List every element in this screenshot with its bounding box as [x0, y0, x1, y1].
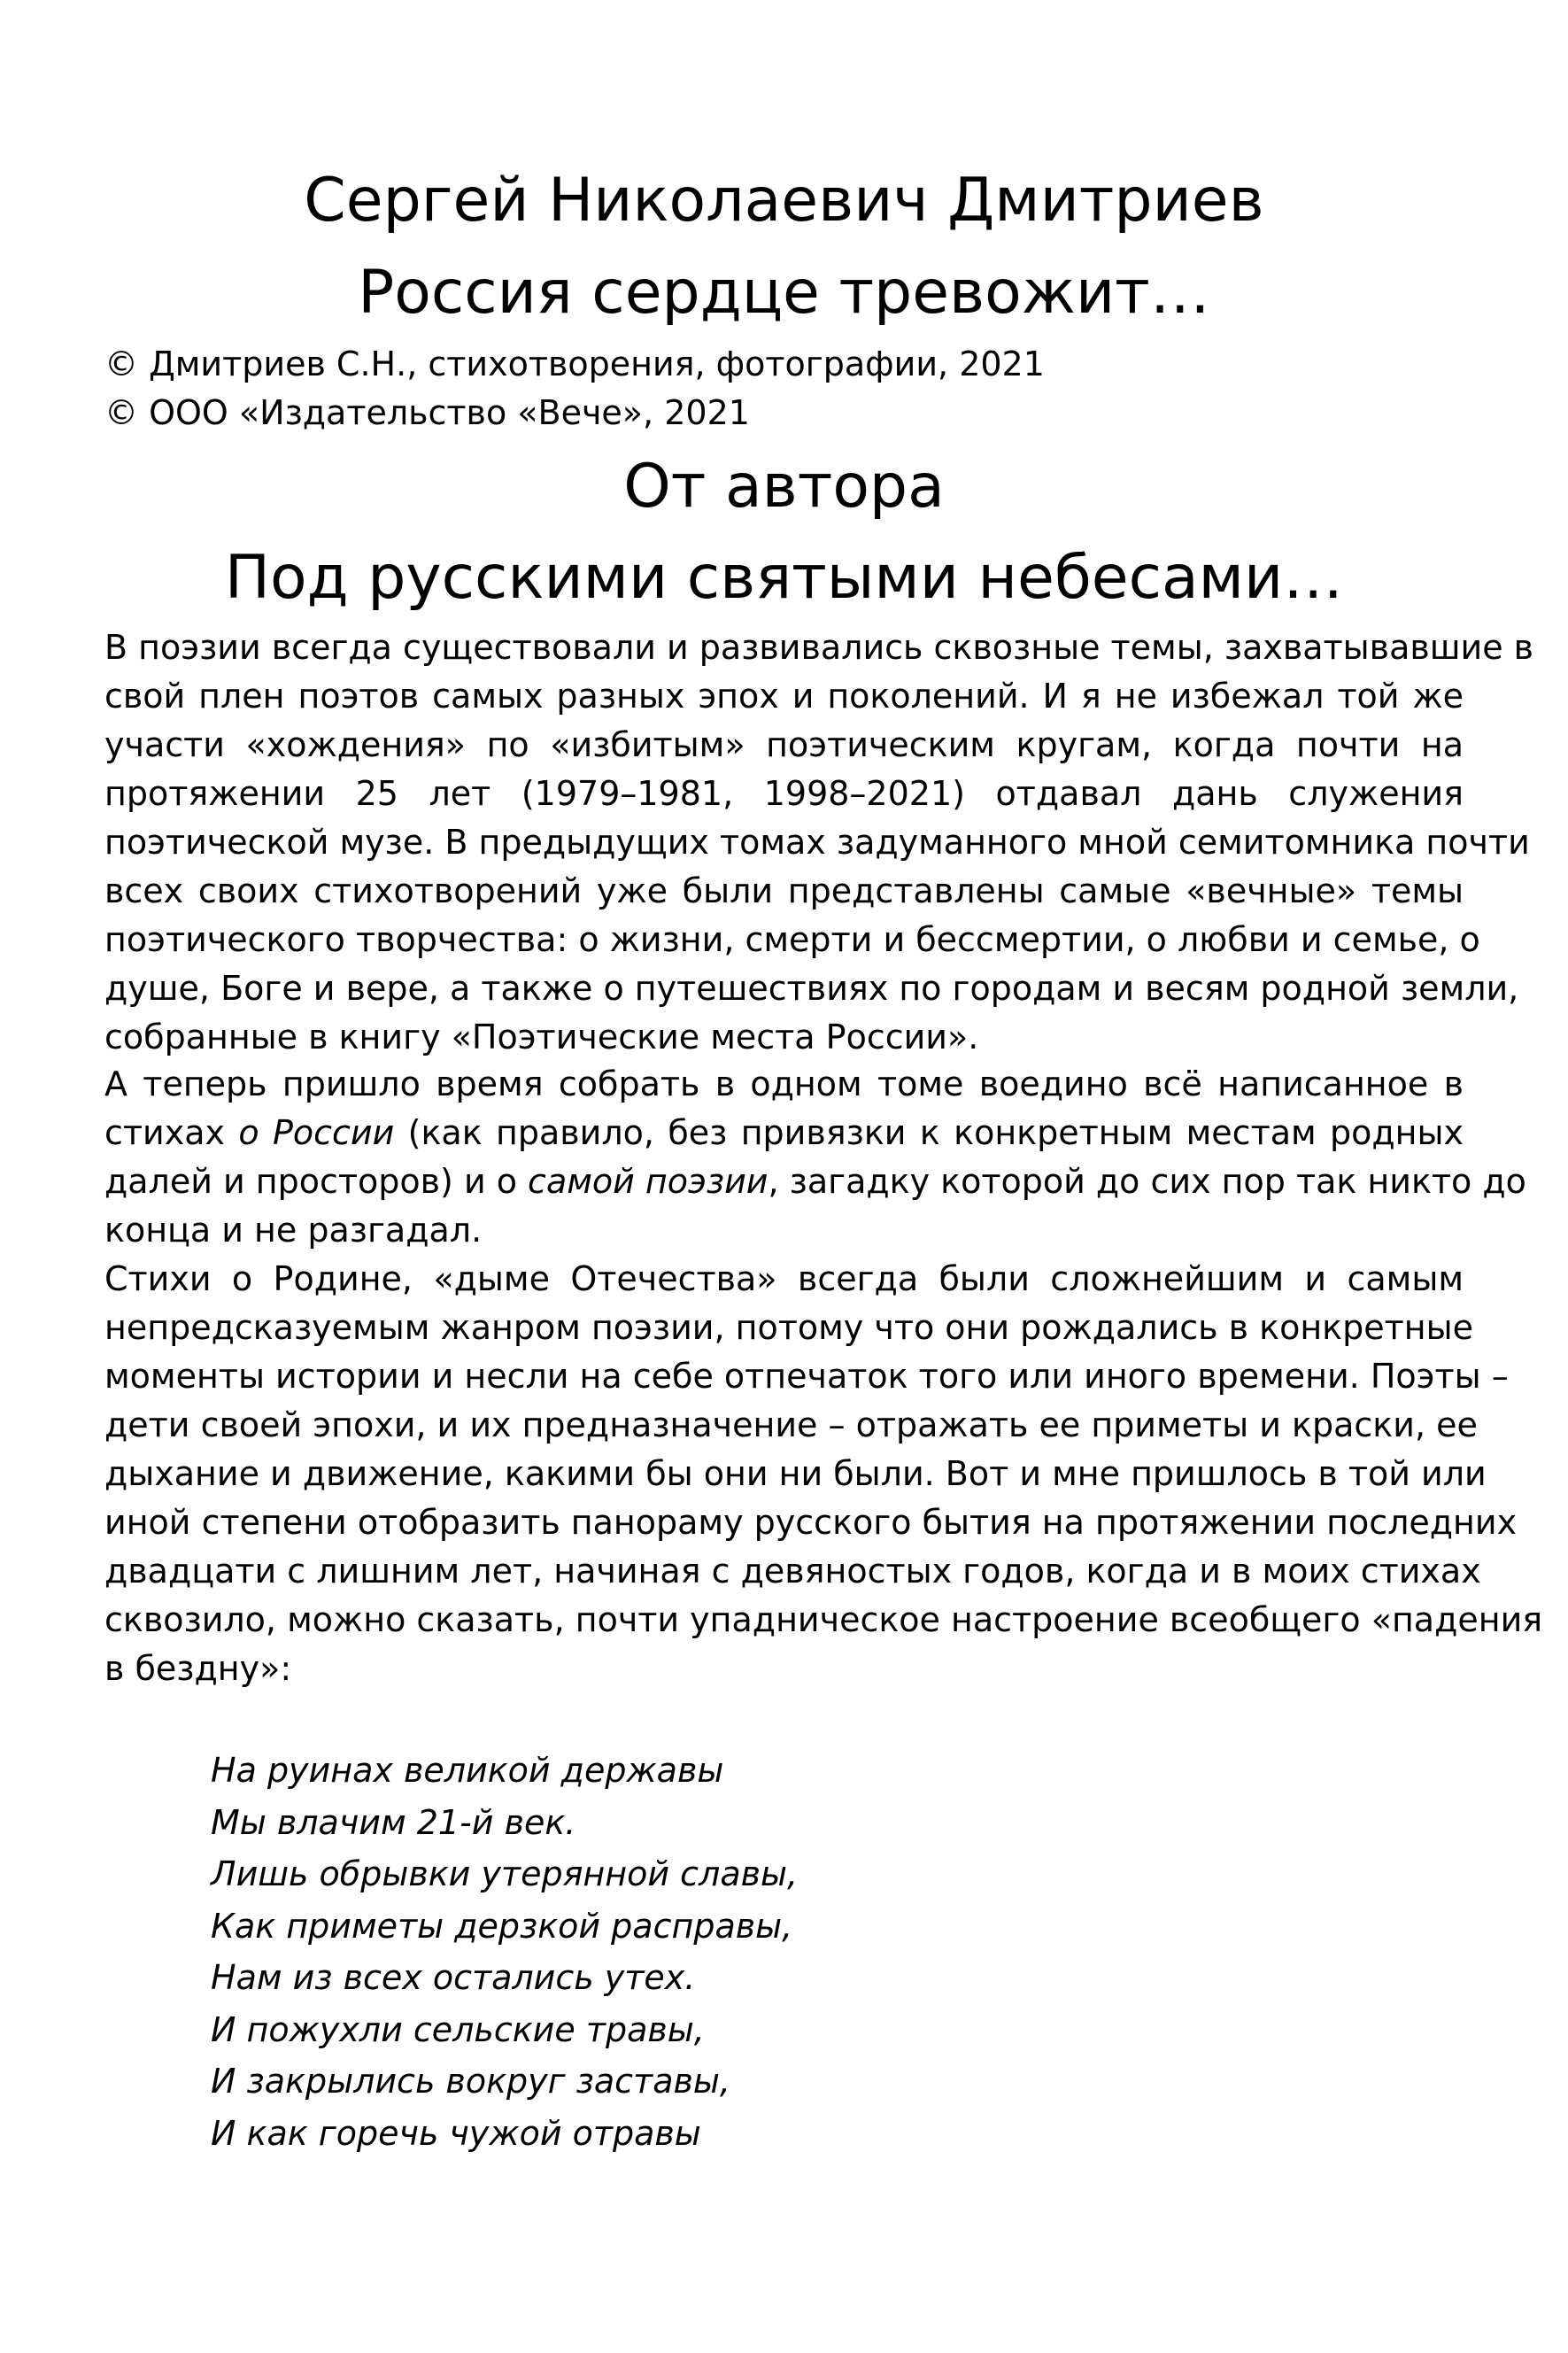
paragraph-line: свой плен поэтов самых разных эпох и поколений. И я не избежал той же	[104, 677, 1464, 716]
poem-line: Мы влачим 21-й век.	[211, 1802, 576, 1842]
paragraph-line: собранные в книгу «Поэтические места России».	[104, 1018, 979, 1057]
poem-line: И как горечь чужой отравы	[211, 2113, 701, 2153]
paragraph-intro	[104, 623, 1534, 1062]
poem-line: Нам из всех остались утех.	[211, 1958, 696, 1997]
paragraph-line: иной степени отобразить панораму русского бытия на протяжении последних	[104, 1503, 1518, 1542]
paragraph-line: всех своих стихотворений уже были представлены самые «вечные» темы	[104, 871, 1464, 910]
paragraph-russia-and-poetry	[104, 1060, 1526, 1255]
paragraph-line: непредсказуемым жанром поэзии, потому что они рождались в конкретные	[104, 1308, 1473, 1347]
paragraph-line: А теперь пришло время собрать в одном томе воедино всё написанное в	[104, 1064, 1464, 1103]
section-subtitle: Под русскими святыми небесами…	[224, 543, 1344, 613]
text-run: , загадку которой до сих пор так никто до	[768, 1162, 1526, 1201]
poem-line: Лишь обрывки утерянной славы,	[211, 1854, 799, 1893]
paragraph-line	[104, 1157, 1526, 1206]
poem-line: На руинах великой державы	[211, 1751, 724, 1790]
copyright-line-publisher: © ООО «Издательство «Вече», 2021	[104, 393, 750, 432]
book-title: Россия сердце тревожит…	[358, 258, 1210, 328]
emphasis-text: о России	[238, 1113, 395, 1152]
section-title: От автора	[623, 452, 945, 522]
text-run: далей и просторов) и о	[104, 1162, 529, 1201]
poem-line: Как приметы дерзкой расправы,	[211, 1906, 793, 1946]
copyright-line-author: © Дмитриев С.Н., стихотворения, фотографии, 2021	[104, 344, 1045, 383]
poem-line: И пожухли сельские травы,	[211, 2009, 705, 2049]
paragraph-line: дети своей эпохи, и их предназначение – отражать ее приметы и краски, ее	[104, 1405, 1478, 1444]
paragraph-motherland	[104, 1255, 1543, 1693]
paragraph-line: участи «хождения» по «избитым» поэтическим кругам, когда почти на	[104, 725, 1464, 764]
text-run: стихах	[104, 1113, 239, 1152]
emphasis-text: самой поэзии	[528, 1162, 769, 1201]
paragraph-line: сквозило, можно сказать, почти упадническое настроение всеобщего «падения	[104, 1600, 1543, 1639]
text-run: (как правило, без привязки к конкретным местам родных	[394, 1113, 1464, 1152]
paragraph-line: в бездну»:	[104, 1649, 292, 1688]
paragraph-line: протяжении 25 лет (1979–1981, 1998–2021) отдавал дань служения	[104, 774, 1464, 813]
poem-line: И закрылись вокруг заставы,	[211, 2062, 730, 2101]
paragraph-line: поэтического творчества: о жизни, смерти и бессмертии, о любви и семье, о	[104, 920, 1480, 959]
paragraph-line: моменты истории и несли на себе отпечаток того или иного времени. Поэты –	[104, 1357, 1509, 1396]
paragraph-line: поэтической музе. В предыдущих томах задуманного мной семитомника почти	[104, 823, 1530, 862]
paragraph-line: дыхание и движение, какими бы они ни были. Вот и мне пришлось в той или	[104, 1454, 1487, 1493]
paragraph-line: Стихи о Родине, «дыме Отечества» всегда были сложнейшим и самым	[104, 1259, 1464, 1298]
paragraph-line	[104, 1109, 1464, 1157]
paragraph-line: душе, Боге и вере, а также о путешествиях по городам и весям родной земли,	[104, 969, 1519, 1008]
paragraph-line: конца и не разгадал.	[104, 1211, 483, 1250]
poem-excerpt	[211, 1745, 798, 2159]
paragraph-line: двадцати с лишним лет, начиная с девяностых годов, когда и в моих стихах	[104, 1552, 1481, 1591]
paragraph-line: В поэзии всегда существовали и развивались сквозные темы, захватывавшие в	[104, 628, 1534, 667]
author-name: Сергей Николаевич Дмитриев	[304, 166, 1264, 236]
